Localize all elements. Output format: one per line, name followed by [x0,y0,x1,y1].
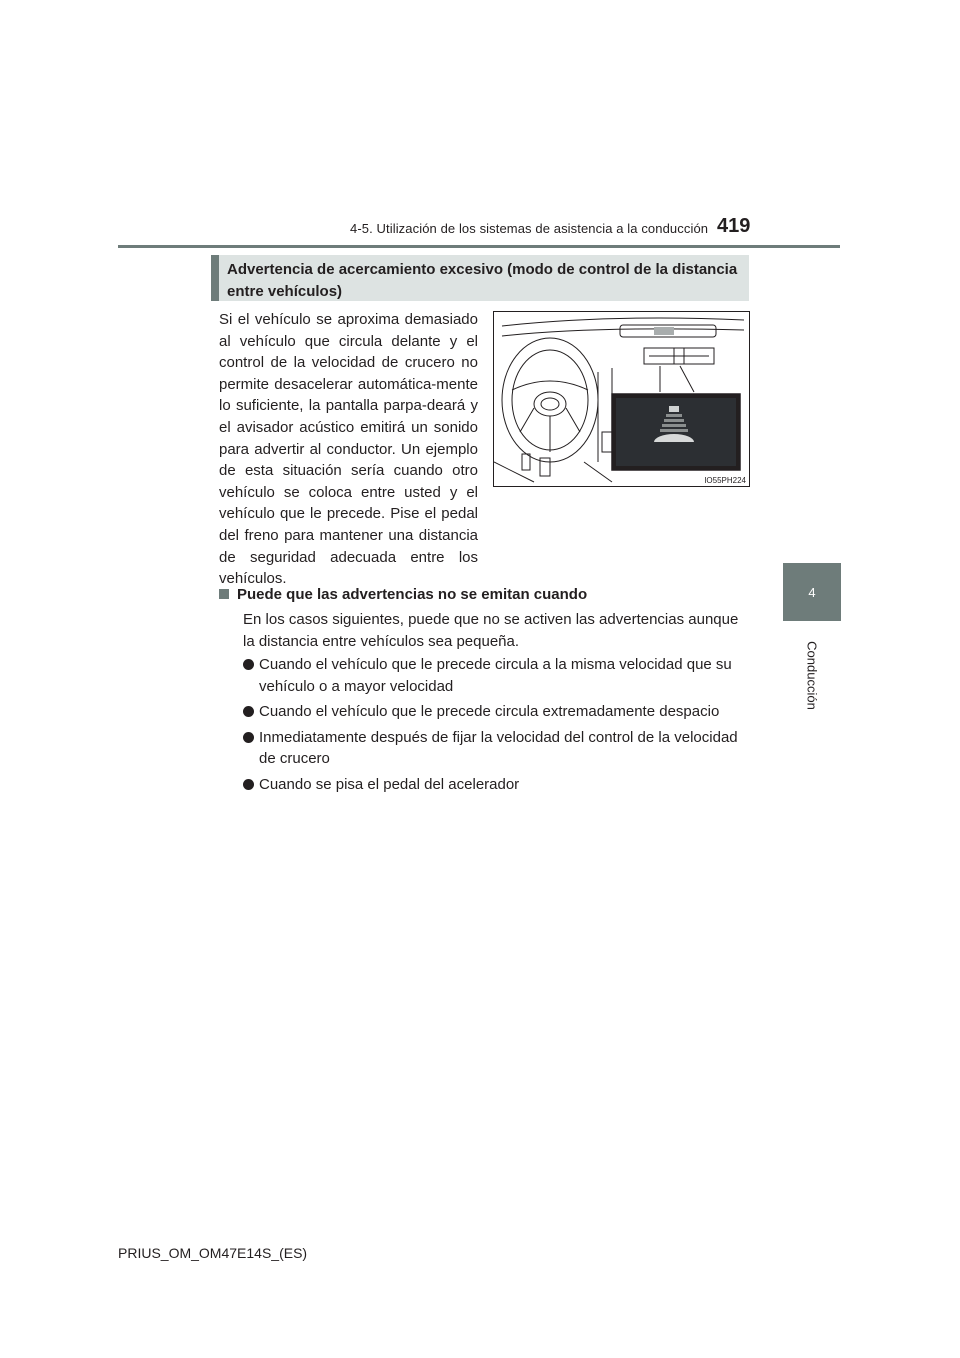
list-item-text: Cuando el vehículo que le precede circula extremadamente despacio [259,703,720,721]
document-id: PRIUS_OM_OM47E14S_(ES) [118,1245,308,1261]
page-number: 419 [717,215,751,237]
chapter-number: 4 [808,584,816,600]
section-title: Advertencia de acercamiento excesivo (modo de control de la distancia entre vehículos) [211,255,749,301]
bullet-dot-icon [243,706,254,717]
section-body: Si el vehículo se aproxima demasiado al vehículo que circula delante y el control de la velocidad de crucero no permite desacelerar automática-mente lo suficiente, la pantalla parpa-deará y el avisador acústico emitirá un sonido para advertir al conductor. Un ejemplo de esta situación sería cuando otro vehículo se coloca entre usted y el vehículo que le precede. Pise el pedal del freno para mantener una distancia de seguridad adecuada entre los vehículos. [219,311,478,588]
bullet-dot-icon [243,659,254,670]
chapter-tab [783,563,841,621]
list-item [243,774,748,796]
figure-code: IO55PH224 [704,476,746,485]
list-item-text: Cuando el vehículo que le precede circula a la misma velocidad que su vehículo o a mayor velocidad [259,656,732,695]
list-item-text: Inmediatamente después de fijar la velocidad del control de la velocidad de crucero [259,728,738,768]
bullet-dot-icon [243,779,254,790]
header-rule [118,245,840,248]
warnings-heading [219,586,587,603]
list-item [243,727,748,770]
list-item [243,654,748,697]
warnings-list [243,654,748,800]
dashboard-illustration [493,311,750,487]
header-section-title: 4-5. Utilización de los sistemas de asistencia a la conducción [350,221,709,236]
square-bullet-icon [219,589,229,599]
warnings-heading-text: Puede que las advertencias no se emitan cuando [237,586,588,603]
list-item-text: Cuando se pisa el pedal del acelerador [259,775,520,793]
bullet-dot-icon [243,732,254,743]
warnings-intro: En los casos siguientes, puede que no se activen las advertencias aunque la distancia entre vehículos sea pequeña. [243,611,739,650]
chapter-label: Conducción [804,641,820,710]
dashboard-drawing [494,312,749,486]
list-item [243,701,748,723]
